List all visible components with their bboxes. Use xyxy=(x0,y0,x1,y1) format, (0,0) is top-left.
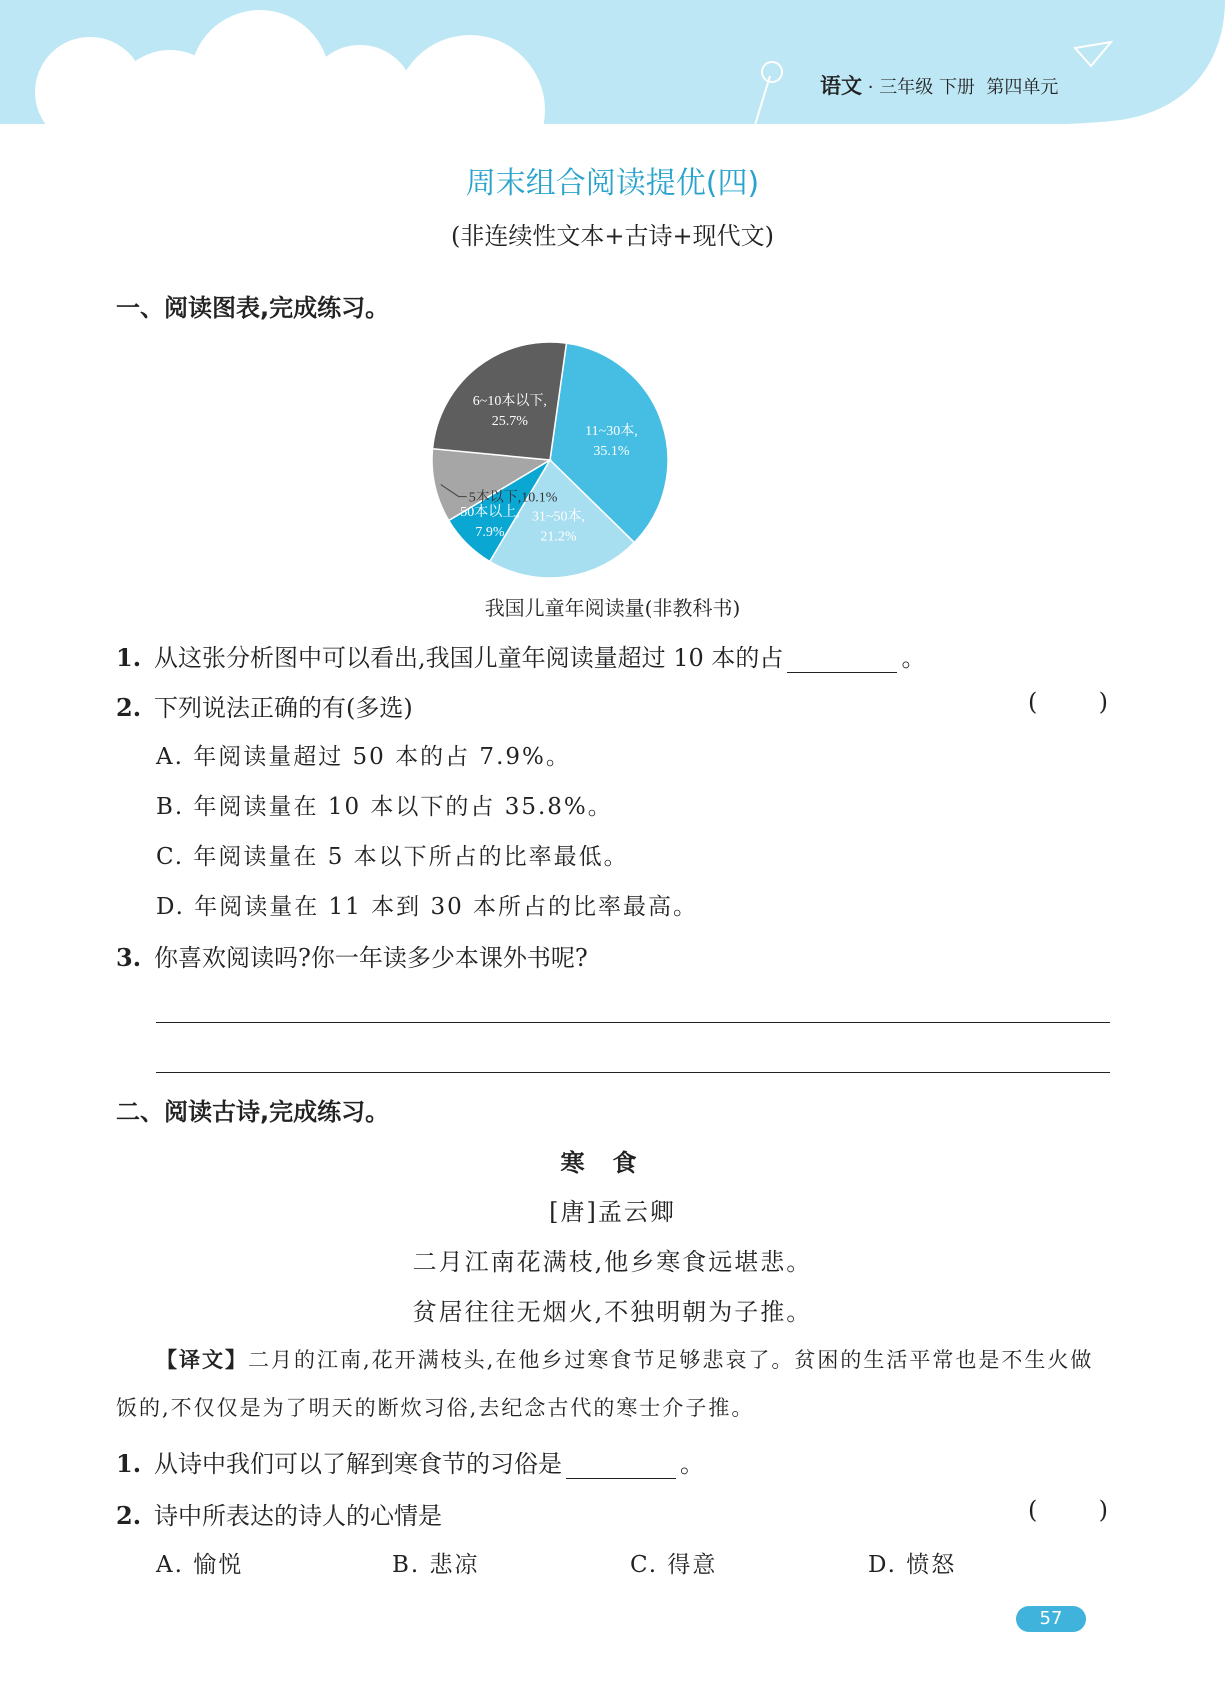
page-header xyxy=(0,0,1225,140)
page-number: 57 xyxy=(1016,1606,1086,1632)
header-grade: 三年级 xyxy=(879,77,934,98)
s1-q1-text: 从这张分析图中可以看出,我国儿童年阅读量超过 10 本的占 xyxy=(154,644,784,672)
pie-slice-label: 11~30本, 35.1% xyxy=(585,424,638,460)
s1-q1-end: 。 xyxy=(901,644,926,672)
s1-q1-number: 1. xyxy=(116,643,142,672)
s1-q2-option-a[interactable]: A. 年阅读量超过 50 本的占 7.9%。 xyxy=(156,744,571,770)
header-subject: 语文 xyxy=(820,74,862,98)
s2-q1-number: 1. xyxy=(116,1449,142,1478)
poem-line-1: 二月江南花满枝,他乡寒食远堪悲。 xyxy=(412,1248,813,1276)
s1-q2-option-d[interactable]: D. 年阅读量在 11 本到 30 本所占的比率最高。 xyxy=(156,894,699,920)
s1-q2-answer-box[interactable] xyxy=(1028,688,1108,716)
pie-chart xyxy=(420,330,800,590)
s2-q2-option-a[interactable]: A. 愉悦 xyxy=(156,1552,244,1578)
paren-close: ) xyxy=(1098,688,1108,716)
s2-q2-text: 诗中所表达的诗人的心情是 xyxy=(154,1502,442,1530)
page-subtitle: (非连续性文本+古诗+现代文) xyxy=(451,222,774,250)
poem-translation xyxy=(116,1336,1110,1432)
s1-q2-option-b[interactable]: B. 年阅读量在 10 本以下的占 35.8%。 xyxy=(156,794,613,820)
answer-line-1[interactable] xyxy=(156,1022,1110,1023)
s2-q2-option-b[interactable]: B. 悲凉 xyxy=(392,1552,480,1578)
s2-question-2 xyxy=(116,1496,442,1531)
poem-title: 寒食 xyxy=(560,1148,665,1177)
header-volume: 下册 xyxy=(938,77,975,98)
pie-slice-label: 6~10本以下, 25.7% xyxy=(472,394,547,430)
translation-tag: 【译文】 xyxy=(156,1348,248,1372)
section2-heading: 二、阅读古诗,完成练习。 xyxy=(116,1098,390,1126)
s1-q2-number: 2. xyxy=(116,693,142,722)
s1-question-3 xyxy=(116,938,588,973)
pie-slice-label: 5本以下,10.1% xyxy=(468,490,558,506)
s1-question-2 xyxy=(116,688,413,723)
s2-q2-answer-box[interactable] xyxy=(1028,1496,1108,1524)
s1-question-1 xyxy=(116,638,925,673)
s1-q2-option-c[interactable]: C. 年阅读量在 5 本以下所占的比率最低。 xyxy=(156,844,629,870)
s2-q1-blank[interactable] xyxy=(566,1454,676,1479)
paren-close: ) xyxy=(1098,1496,1108,1524)
answer-line-2[interactable] xyxy=(156,1072,1110,1073)
s2-q2-option-d[interactable]: D. 愤怒 xyxy=(868,1552,957,1578)
header-dot: · xyxy=(867,77,874,98)
poem-author: [唐]孟云卿 xyxy=(549,1198,676,1226)
pie-slice-label: 50本以上, 7.9% xyxy=(460,505,520,541)
s2-q1-end: 。 xyxy=(680,1450,704,1478)
s1-q3-number: 3. xyxy=(116,943,142,972)
paren-open: ( xyxy=(1028,1496,1038,1524)
s2-q2-number: 2. xyxy=(116,1501,142,1530)
paren-open: ( xyxy=(1028,688,1038,716)
s1-q1-blank[interactable] xyxy=(787,648,897,673)
s1-q2-text: 下列说法正确的有(多选) xyxy=(154,694,413,722)
header-unit: 第四单元 xyxy=(986,77,1059,98)
pie-slice-label: 31~50本, 21.2% xyxy=(531,509,585,545)
header-breadcrumb xyxy=(820,70,1058,100)
page-title: 周末组合阅读提优(四) xyxy=(465,166,760,201)
section1-heading: 一、阅读图表,完成练习。 xyxy=(116,294,390,322)
s2-q1-text: 从诗中我们可以了解到寒食节的习俗是 xyxy=(154,1450,562,1478)
s2-question-1 xyxy=(116,1444,704,1479)
s1-q3-text: 你喜欢阅读吗?你一年读多少本课外书呢? xyxy=(154,944,588,972)
chart-caption: 我国儿童年阅读量(非教科书) xyxy=(484,596,741,620)
translation-text: 二月的江南,花开满枝头,在他乡过寒食节足够悲哀了。贫困的生活平常也是不生火做饭的,不仅仅是为了明天的断炊习俗,去纪念古代的寒士介子推。 xyxy=(116,1348,1094,1420)
s2-q2-option-c[interactable]: C. 得意 xyxy=(630,1552,718,1578)
poem-line-2: 贫居往往无烟火,不独明朝为子推。 xyxy=(412,1298,813,1326)
